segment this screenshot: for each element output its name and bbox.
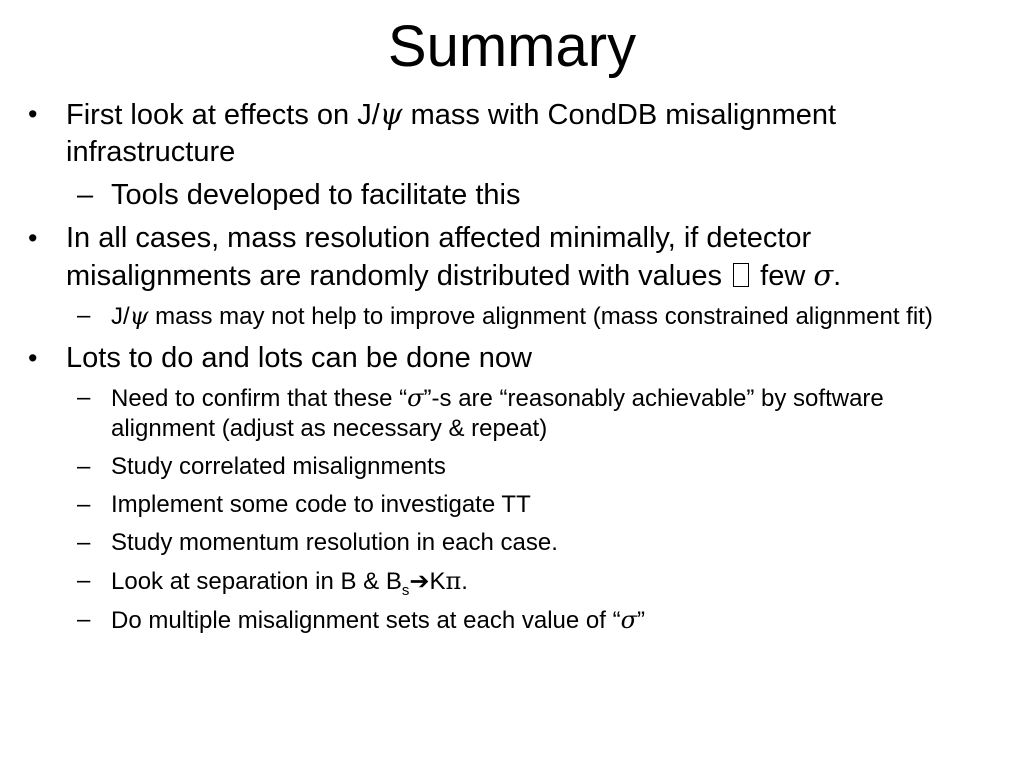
bullet-text: few xyxy=(752,260,814,292)
sub-bullet-text: ” xyxy=(636,607,645,634)
sub-bullet-text: Tools developed to facilitate this xyxy=(111,179,521,211)
sub-bullet-text: . xyxy=(461,568,468,595)
sub-bullet-text: K xyxy=(429,568,446,595)
sigma-symbol: σ xyxy=(407,384,424,412)
arrow-icon: ➔ xyxy=(409,568,430,595)
sub-bullet-item-2 xyxy=(77,301,991,332)
psi-symbol: ψ xyxy=(129,302,149,330)
sub-bullet-text: mass may not help to improve alignment (mass constrained alignment fit) xyxy=(148,303,933,330)
sub-bullet-item-5 xyxy=(77,490,991,520)
bullet-marker: • xyxy=(28,99,38,129)
sub-bullet-text: Study momentum resolution in each case. xyxy=(111,529,558,556)
sub-bullet-item-7 xyxy=(77,566,991,599)
sigma-symbol: σ xyxy=(813,258,834,292)
subscript-s: s xyxy=(401,581,410,599)
sigma-symbol: σ xyxy=(620,606,637,634)
psi-symbol: ψ xyxy=(379,97,403,131)
dash-marker: – xyxy=(77,529,91,556)
sub-bullet-text: Implement some code to investigate TT xyxy=(111,491,531,518)
bullet-text: . xyxy=(833,260,842,292)
bullet-marker: • xyxy=(28,343,38,373)
sub-bullet-text: Need to confirm that these “ xyxy=(111,385,408,412)
slide-title: Summary xyxy=(387,14,637,79)
sub-bullet-text: Study correlated misalignments xyxy=(111,453,446,480)
sub-bullet-text: Do multiple misalignment sets at each value of “ xyxy=(111,607,621,634)
dash-marker: – xyxy=(77,384,91,411)
dash-marker: – xyxy=(77,179,94,211)
dash-marker: – xyxy=(77,302,91,329)
bullet-item-3 xyxy=(28,340,986,377)
sub-bullet-item-8 xyxy=(77,605,991,636)
missing-glyph-icon xyxy=(733,263,749,287)
dash-marker: – xyxy=(77,567,91,594)
bullet-marker: • xyxy=(28,223,38,253)
dash-marker: – xyxy=(77,606,91,633)
pi-symbol: π xyxy=(445,567,462,595)
bullet-list xyxy=(0,96,1024,644)
bullet-item-2 xyxy=(28,220,986,295)
sub-bullet-item-1 xyxy=(77,177,991,214)
bullet-item-1 xyxy=(28,96,986,171)
sub-bullet-text: Look at separation in B & B xyxy=(111,568,402,595)
bullet-text: In all cases, mass resolution affected minimally, if detector misalignments are randomly distributed with values xyxy=(66,222,812,292)
bullet-text: Lots to do and lots can be done now xyxy=(66,342,532,374)
dash-marker: – xyxy=(77,453,91,480)
dash-marker: – xyxy=(77,491,91,518)
sub-bullet-item-4 xyxy=(77,452,991,482)
sub-bullet-text: ”-s are “reasonably achievable” by software alignment (adjust as necessary & repeat) xyxy=(111,385,884,442)
sub-bullet-text: J/ xyxy=(111,303,130,330)
sub-bullet-item-3 xyxy=(77,383,991,444)
bullet-text: mass with CondDB misalignment infrastructure xyxy=(66,99,837,168)
bullet-text: First look at effects on J/ xyxy=(66,99,380,131)
sub-bullet-item-6 xyxy=(77,528,991,558)
